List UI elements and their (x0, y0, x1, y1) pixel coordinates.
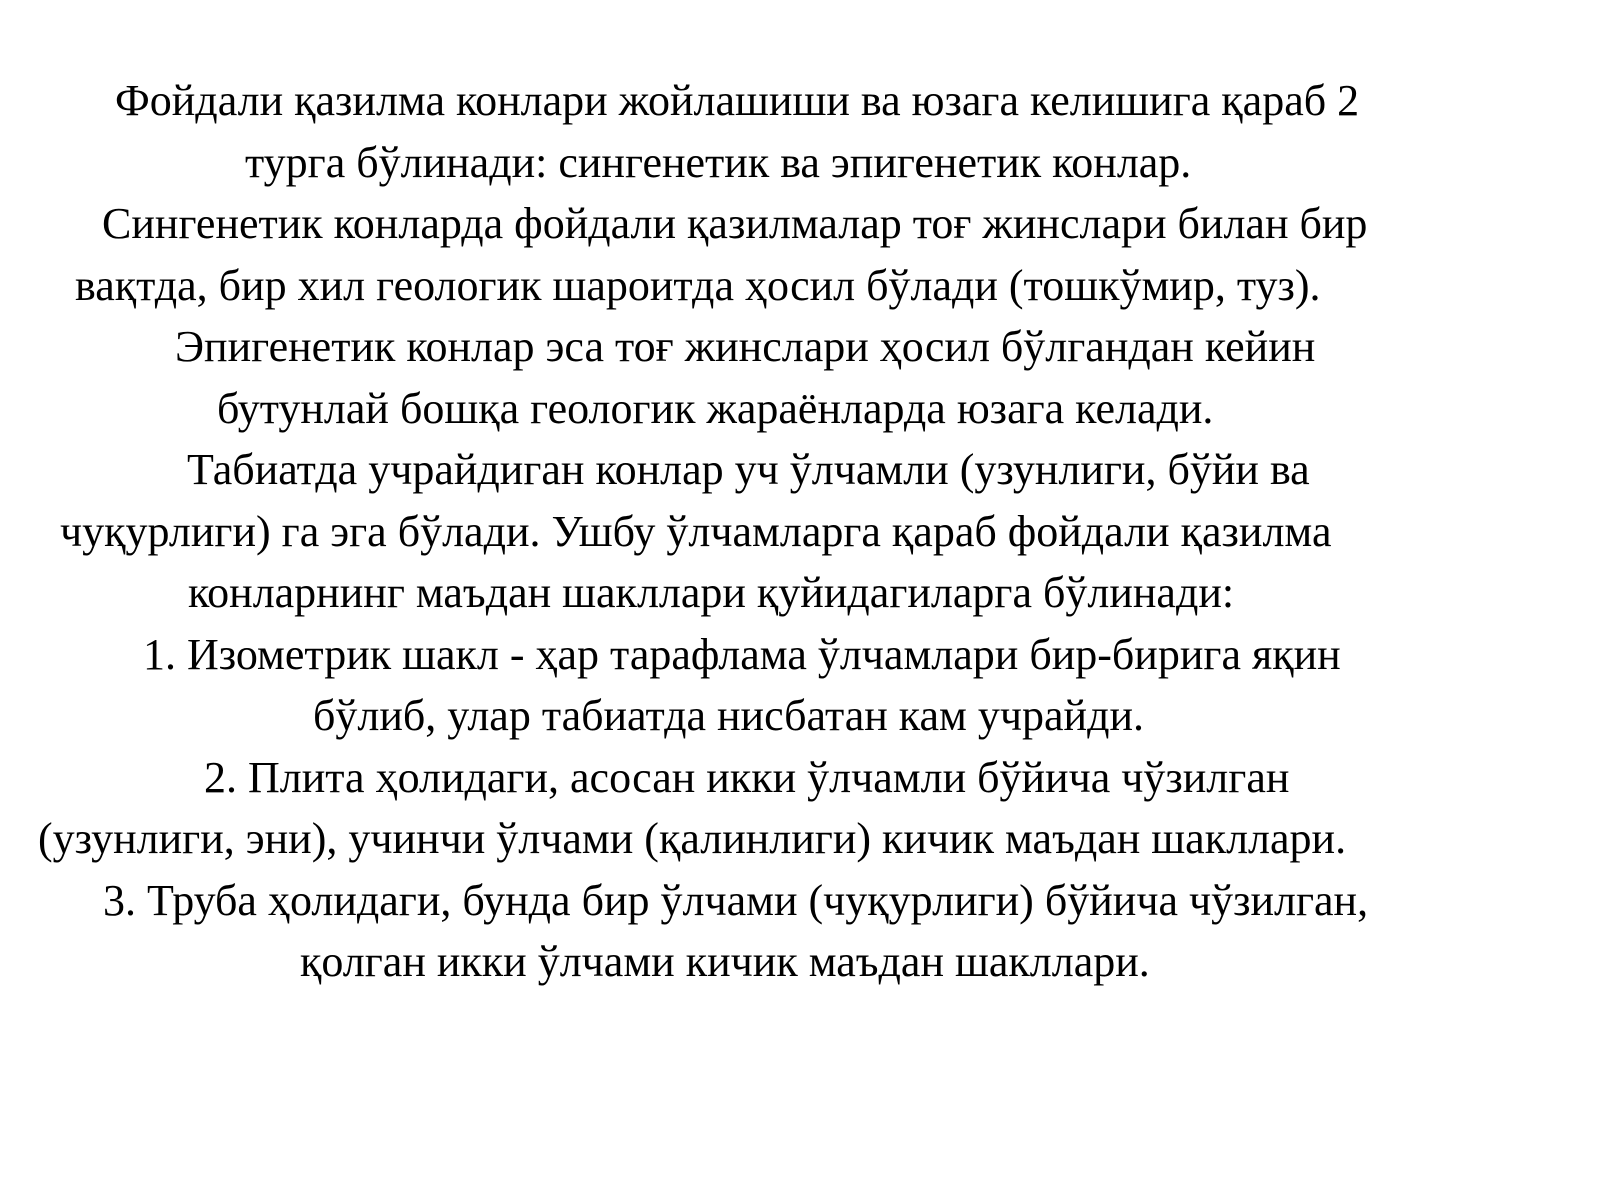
text-line-7: Табиатда учрайдиган конлар уч ўлчамли (узунлиги, бўйи ва (187, 445, 1310, 494)
text-line-5: Эпигенетик конлар эса тоғ жинслари ҳосил бўлгандан кейин (175, 322, 1316, 371)
text-line-8: чуқурлиги) га эга бўлади. Ушбу ўлчамларга қараб фойдали қазилма (60, 506, 1332, 556)
text-line-1: Фойдали қазилма конлари жойлашиши ва юзага келишига қараб 2 (115, 76, 1360, 125)
text-line-13: (узунлиги, эни), учинчи ўлчами (қалинлиги) кичик маъдан шакллари. (38, 814, 1347, 863)
text-line-6: бутунлай бошқа геологик жараёнларда юзага келади. (217, 383, 1214, 433)
text-line-11: бўлиб, улар табиатда нисбатан кам учрайди. (313, 691, 1145, 740)
text-line-4: вақтда, бир хил геологик шароитда ҳосил бўлади (тошкўмир, туз). (75, 260, 1321, 310)
text-line-14: 3. Труба ҳолидаги, бунда бир ўлчами (чуқурлиги) бўйича чўзилган, (103, 875, 1369, 925)
text-line-9: конларнинг маъдан шакллари қуйидагиларга бўлинади: (188, 568, 1235, 617)
text-line-15: қолган икки ўлчами кичик маъдан шакллари. (300, 937, 1150, 986)
text-line-12: 2. Плита ҳолидаги, асосан икки ўлчамли бўйича чўзилган (204, 752, 1290, 802)
text-line-10: 1. Изометрик шакл - ҳар тарафлама ўлчамлари бир-бирига яқин (143, 629, 1341, 679)
text-line-2: турга бўлинади: сингенетик ва эпигенетик конлар. (245, 137, 1192, 187)
text-line-3: Сингенетик конларда фойдали қазилмалар тоғ жинслари билан бир (102, 199, 1368, 248)
